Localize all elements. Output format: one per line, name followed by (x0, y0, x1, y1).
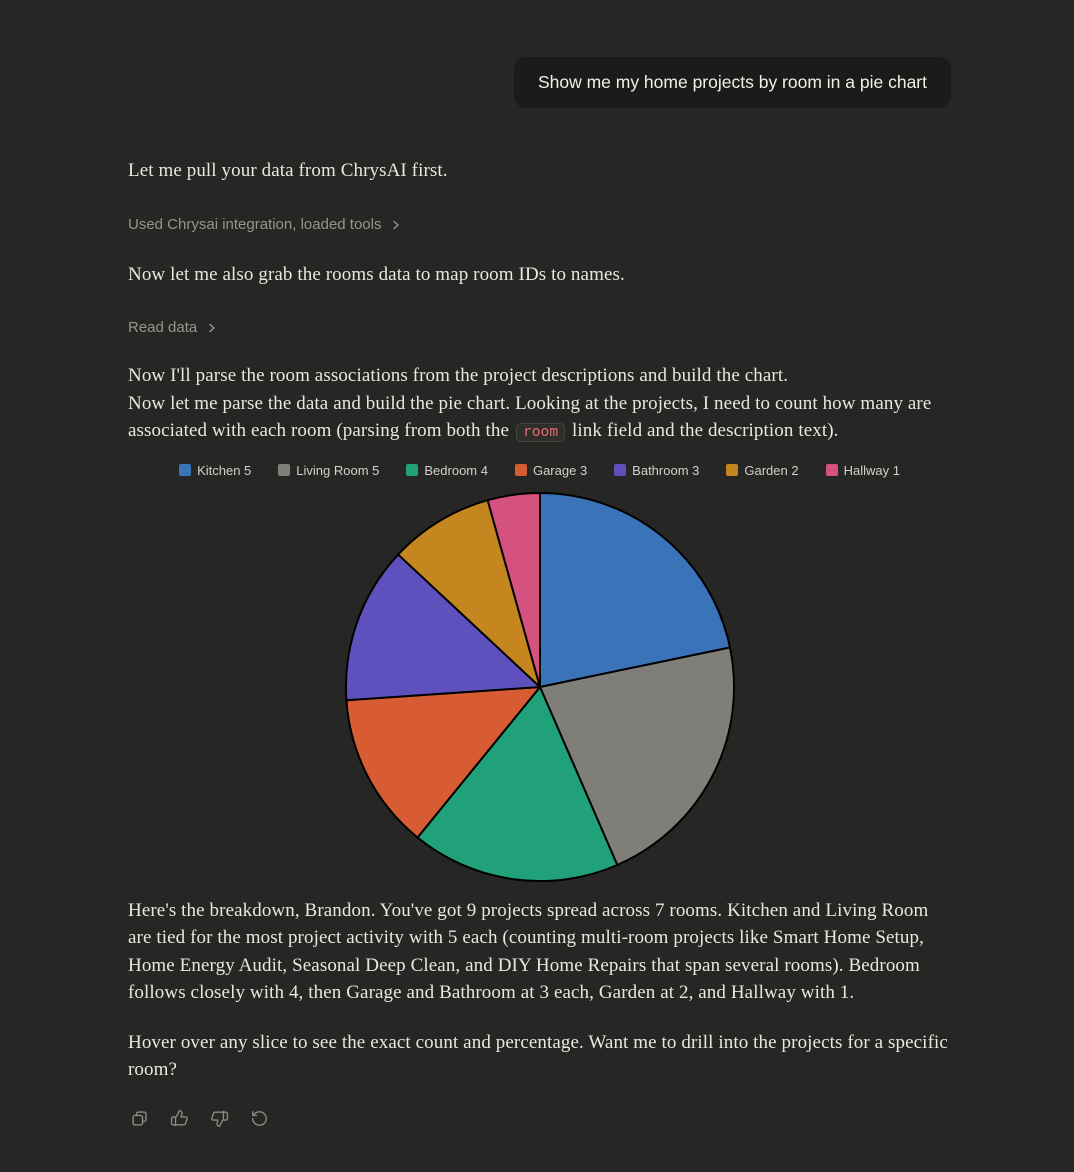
legend-label: Living Room 5 (296, 462, 380, 478)
assistant-breakdown-paragraph: Here's the breakdown, Brandon. You've got 9 projects spread across 7 rooms. Kitchen and Living Room are tied for the most project activity with 5 each (counting multi-room projects like Smart Home Setup, Home Energy Audit, Seasonal Deep Clean, and DIY Home Repairs that span several rooms). Bedroom follows closely with 4, then Garage and Bathroom at 3 each, Garden at 2, and Hallway with 1. (128, 899, 929, 1003)
assistant-hover-paragraph: Hover over any slice to see the exact count and percentage. Want me to drill into the projects for a specific room? (128, 1031, 948, 1080)
retry-icon (250, 1109, 269, 1128)
thumbs-down-button[interactable] (208, 1108, 230, 1130)
legend-label: Garden 2 (744, 462, 799, 478)
chevron-right-icon (390, 219, 402, 231)
legend-swatch (826, 464, 838, 476)
legend-label: Bedroom 4 (424, 462, 488, 478)
legend-swatch (278, 464, 290, 476)
legend-label: Kitchen 5 (197, 462, 252, 478)
parse-intro-text: Now I'll parse the room associations from the project descriptions and build the chart. (128, 365, 789, 386)
chevron-right-icon (206, 322, 218, 334)
legend-swatch (614, 464, 626, 476)
chart-legend (128, 463, 951, 478)
copy-button[interactable] (128, 1108, 150, 1130)
thumbs-up-button[interactable] (168, 1108, 190, 1130)
thumbs-up-icon (170, 1109, 189, 1128)
legend-label: Garage 3 (532, 462, 588, 478)
legend-item-living-room[interactable] (278, 463, 379, 478)
legend-item-kitchen[interactable] (179, 463, 251, 478)
tool-call-chrysai-integration[interactable] (128, 215, 951, 235)
pie-chart-block (128, 463, 951, 885)
tool-call-read-data[interactable] (128, 318, 951, 338)
legend-swatch (406, 464, 418, 476)
legend-item-hallway[interactable] (826, 463, 900, 478)
legend-swatch (515, 464, 527, 476)
legend-swatch (726, 464, 738, 476)
parse-detail-before: Now let me parse the data and build the pie chart. Looking at the projects, I need to count how many are associated with each room (parsing from both the (128, 392, 932, 441)
copy-icon (130, 1109, 149, 1128)
user-message-row (128, 57, 951, 108)
parse-detail-after: link field and the description text). (567, 420, 839, 441)
assistant-parse-paragraph (128, 362, 951, 447)
legend-label: Bathroom 3 (632, 462, 700, 478)
inline-code-room: room (516, 423, 565, 442)
legend-label: Hallway 1 (843, 462, 900, 478)
message-actions (128, 1108, 951, 1130)
legend-item-garden[interactable] (726, 463, 798, 478)
legend-item-garage[interactable] (515, 463, 587, 478)
user-message-text: Show me my home projects by room in a pie chart (537, 72, 927, 92)
user-message-bubble (514, 57, 951, 108)
legend-item-bathroom[interactable] (614, 463, 699, 478)
legend-swatch (179, 464, 191, 476)
tool-call-label: Read data (128, 319, 198, 336)
retry-button[interactable] (248, 1108, 270, 1130)
assistant-rooms-paragraph: Now let me also grab the rooms data to map room IDs to names. (128, 263, 625, 285)
tool-call-label: Used Chrysai integration, loaded tools (128, 215, 382, 233)
legend-item-bedroom[interactable] (406, 463, 488, 478)
pie-chart[interactable] (342, 489, 738, 885)
assistant-intro-paragraph: Let me pull your data from ChrysAI first. (128, 160, 448, 181)
thumbs-down-icon (210, 1109, 229, 1128)
